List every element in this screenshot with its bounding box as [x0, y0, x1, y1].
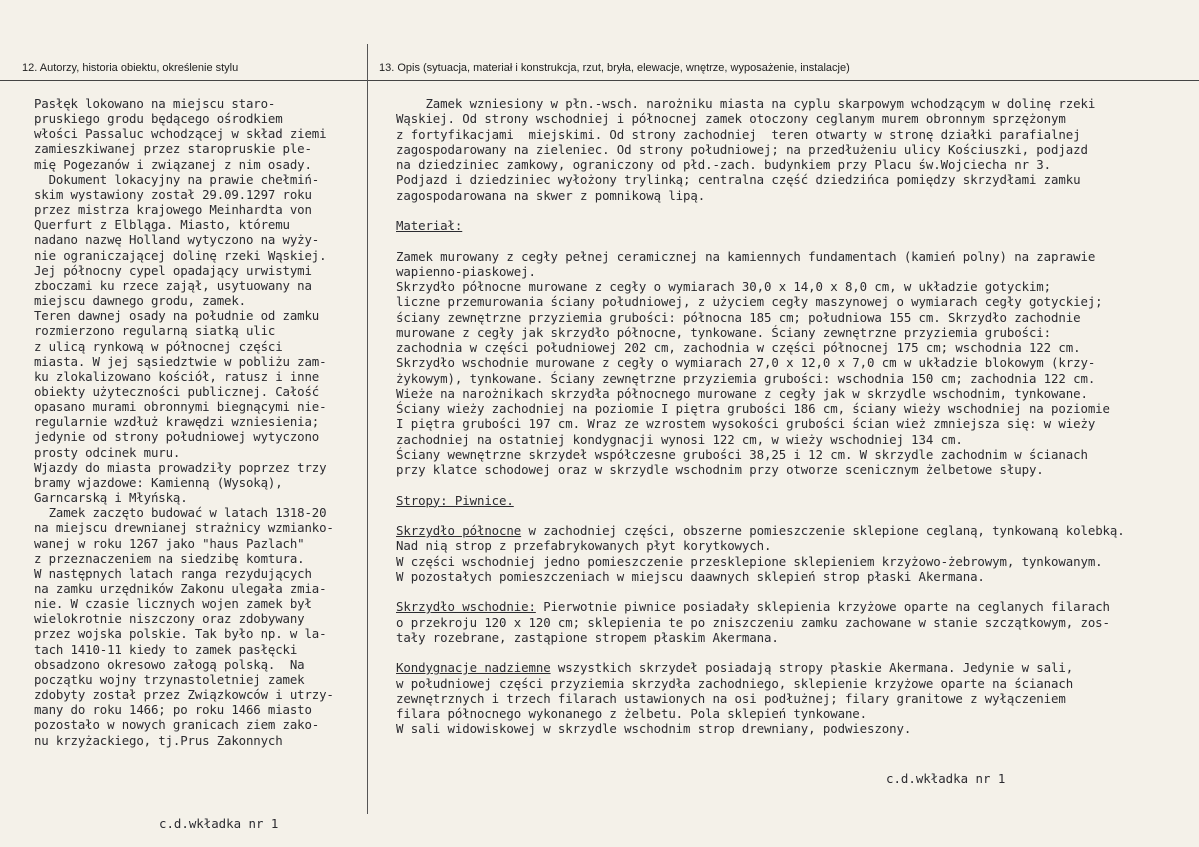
history-text-line: jedynie od strony południowej wytyczono	[34, 429, 320, 445]
history-text-line: Teren dawnej osady na południe od zamku	[34, 308, 320, 324]
history-text-line: nadano nazwę Holland wytyczono na wyży-	[34, 232, 320, 248]
history-text-line: na miejscu drewnianej strażnicy wzmianko-	[34, 520, 334, 536]
line-remainder: Pierwotnie piwnice posiadały sklepienia krzyżowe oparte na ceglanych filarach	[535, 599, 1110, 615]
history-text-line: regularnie wzdłuż krawędzi wzniesienia;	[34, 414, 320, 430]
description-text-line: zachodniej na ostatniej kondygnacji wynosi 122 cm, w wieży wschodniej 134 cm.	[396, 431, 963, 447]
description-text-line: W pozostałych pomieszczeniach w miejscu daawnych sklepień strop płaski Akermana.	[396, 568, 985, 584]
history-text-line: ku zlokalizowano kościół, ratusz i inne	[34, 368, 320, 384]
line-remainder: w zachodniej części, obszerne pomieszczenie sklepione ceglaną, tynkowaną kolebką.	[521, 523, 1125, 538]
history-text-line: opasano murami obronnymi biegnącymi nie-	[34, 399, 327, 415]
history-text-line: tach 1410-11 kiedy to zamek pasłęcki	[34, 641, 298, 657]
history-text-line: z ulicą rynkową w północnej części	[34, 338, 283, 354]
history-text-line: na zamku urzędników Zakonu ulegała zmia-	[34, 581, 327, 596]
description-continuation-note: c.d.wkładka nr 1	[886, 771, 1006, 786]
history-text-line: miasta. W jej sąsiedztwie w pobliżu zam-	[34, 353, 327, 369]
history-text-line: skim wystawiony został 29.09.1297 roku	[34, 186, 312, 202]
description-text-line: W sali widowiskowej w skrzydle wschodnim strop drewniany, podwieszony.	[396, 721, 912, 737]
description-text-line: Nad nią strop z przefabrykowanych płyt korytkowych.	[396, 538, 772, 554]
description-text-line	[396, 508, 1186, 523]
history-text-line: nu krzyżackiego, tj.Prus Zakonnych	[34, 732, 283, 748]
history-text-line: zamieszkiwanej przez staropruskie ple-	[34, 141, 312, 157]
history-text-line: many do roku 1466; po roku 1466 miasto	[34, 702, 312, 718]
description-text-line: W części wschodniej jedno pomieszczenie przesklepione sklepieniem krzyżowo-żebrowym, tynkowanym.	[396, 553, 1103, 569]
history-text-line: pozostało w nowych granicach ziem zako-	[34, 717, 320, 733]
history-continuation-note: c.d.wkładka nr 1	[159, 816, 279, 831]
section-heading-underlined: Stropy: Piwnice.	[396, 492, 514, 508]
description-text-line: Zamek murowany z cegły pełnej ceramicznej na kamiennych fundamentach (kamień polny) na zaprawie	[396, 248, 1096, 264]
history-text-line: Dokument lokacyjny na prawie chełmiń-	[34, 171, 320, 187]
description-text-line: Skrzydło północne murowane z cegły o wymiarach 30,0 x 14,0 x 8,0 cm, w układzie gotyckim;	[396, 279, 1052, 294]
description-text-line	[396, 203, 1186, 218]
history-text-line: Zamek zaczęto budować w latach 1318-20	[34, 505, 327, 521]
description-text-line	[396, 645, 1186, 660]
description-text-line: z fortyfikacjami miejskimi. Od strony zachodniej teren otwarty w stronę działki parafialnej	[396, 126, 1081, 142]
header-divider	[0, 80, 1199, 81]
description-text-line: liczne przemurowania ściany południowej, z użyciem cegły maszynowej o wymiarach cegły gotyckiej;	[396, 294, 1103, 310]
description-text-line	[396, 233, 1186, 248]
description-text-line: Zamek wzniesiony w płn.-wsch. narożniku miasta na cyplu skarpowym wchodzącym w dolinę rzeki	[396, 96, 1096, 111]
description-text-line	[396, 599, 1186, 614]
description-text-line: ściany zewnętrzne przyziemia grubości: północna 185 cm; południowa 155 cm. Skrzydło zachodnie	[396, 309, 1081, 325]
description-text-column	[396, 96, 1186, 737]
history-text-line: Wjazdy do miasta prowadziły poprzez trzy	[34, 459, 327, 475]
description-text-line: Wieże na narożnikach skrzydła północnego murowane z cegły jak w skrzydle wschodnim, tynkowane.	[396, 385, 1088, 401]
history-text-line: wanej w roku 1267 jako "haus Pazlach"	[34, 535, 305, 551]
line-remainder: wszystkich skrzydeł posiadają stropy płaskie Akermana. Jedynie w sali,	[550, 660, 1074, 676]
description-text-line	[396, 523, 1186, 538]
description-text-line	[396, 584, 1186, 599]
description-text-line: zagospodarowana na skwer z pomnikową lipą.	[396, 187, 706, 203]
history-text-line: bramy wjazdowe: Kamienną (Wysoką),	[34, 474, 283, 490]
history-text-line: Jej północny cypel opadający urwistymi	[34, 262, 312, 278]
history-text-line: nie. W czasie licznych wojen zamek był	[34, 596, 312, 612]
description-text-line: filara północnego wykonanego z żelbetu. Pola sklepień tynkowane.	[396, 706, 868, 721]
history-text-line: nie ograniczającej dolinę rzeki Wąskiej.	[34, 247, 327, 263]
description-text-line: Ściany wewnętrzne skrzydeł współczesne grubości 38,25 i 12 cm. W skrzydle zachodnim w ścianach	[396, 446, 1088, 462]
description-text-line	[396, 493, 1186, 508]
column-divider	[367, 44, 368, 814]
history-text-line: Pasłęk lokowano na miejscu staro-	[34, 96, 276, 111]
description-text-line: zachodnia w części południowej 202 cm, zachodnia w części północnej 175 cm; wschodnia 122 cm.	[396, 340, 1081, 355]
description-text-line: murowane z cegły jak skrzydło północne, tynkowane. Ściany zewnętrzne przyziemia grubości:	[396, 324, 1052, 340]
history-text-column	[34, 96, 364, 748]
description-text-line: I piętra grubości 197 cm. Wraz ze wzrostem wysokości grubości ścian wież zmniejsza się: w wieży	[396, 416, 1096, 432]
description-text-line	[396, 660, 1186, 675]
history-text-line: pruskiego grodu będącego ośrodkiem	[34, 111, 283, 127]
section-heading-underlined: Kondygnacje nadziemne	[396, 660, 551, 676]
history-text-line: obsadzono okresowo załogą polską. Na	[34, 656, 305, 672]
description-text-line: tały rozebrane, zastąpione stropem płaskim Akermana.	[396, 629, 779, 645]
description-text-line: Skrzydło wschodnie murowane z cegły o wymiarach 27,0 x 12,0 x 7,0 cm w układzie blokowym (krzy-	[396, 355, 1096, 371]
description-text-line: żykowym), tynkowane. Ściany zewnętrzne przyziemia grubości: wschodnia 150 cm; zachodnia 122 cm.	[396, 370, 1096, 386]
section-13-header: 13. Opis (sytuacja, materiał i konstrukcja, rzut, bryła, elewacje, wnętrze, wyposażenie, instalacje)	[379, 62, 850, 74]
description-text-line: wapienno-piaskowej.	[396, 263, 536, 279]
description-text-line	[396, 477, 1186, 492]
history-text-line: przez wojska polskie. Tak było np. w la-	[34, 626, 327, 642]
history-text-line: zdobyty został przez Związkowców i utrzy-	[34, 687, 334, 703]
section-12-header: 12. Autorzy, historia obiektu, określenie stylu	[22, 62, 239, 74]
history-text-line: zboczami ku rzece zajął, usytuowany na	[34, 277, 312, 293]
description-text-line: Wąskiej. Od strony wschodniej i północnej zamek otoczony ceglanym murem obronnym sprzężonym	[396, 111, 1066, 127]
section-heading-underlined: Materiał:	[396, 218, 463, 233]
history-text-line: wielokrotnie niszczony oraz zdobywany	[34, 611, 305, 627]
description-text-line	[396, 218, 1186, 233]
description-text-line: przy klatce schodowej oraz w skrzydle wschodnim przy otworze scenicznym żelbetowe słupy.	[396, 462, 1044, 477]
section-heading-underlined: Skrzydło wschodnie:	[396, 599, 536, 615]
history-text-line: obiekty użyteczności publicznej. Całość	[34, 383, 320, 399]
history-text-line: włości Passaluc wchodzącej w skład ziemi	[34, 126, 327, 142]
history-text-line: przez mistrza krajowego Meinhardta von	[34, 202, 312, 218]
history-text-line: Querfurt z Elbląga. Miasto, któremu	[34, 217, 290, 233]
description-text-line: Podjazd i dziedziniec wyłożony trylinką; centralna część dziedzińca pomiędzy skrzydłami zamku	[396, 172, 1081, 188]
history-text-line: Garncarską i Młyńską.	[34, 490, 188, 506]
description-text-line: na dziedziniec zamkowy, ograniczony od płd.-zach. budynkiem przy Placu św.Wojciecha nr 3.	[396, 157, 1052, 172]
history-text-line: z przeznaczeniem na siedzibę komtura.	[34, 550, 305, 566]
section-heading-underlined: Skrzydło północne	[396, 523, 522, 538]
history-text-line: W następnych latach ranga rezydujących	[34, 565, 312, 581]
description-text-line: Ściany wieży zachodniej na poziomie I piętra grubości 186 cm, ściany wieży wschodniej na poziomie	[396, 401, 1110, 416]
history-text-line: początku wojny trzynastoletniej zamek	[34, 671, 305, 687]
description-text-line: zagospodarowany na zieleniec. Od strony południowej; na przedłużeniu ulicy Kościuszki, podjazd	[396, 141, 1088, 157]
history-text-line: mię Pogezanów i związanej z nim osady.	[34, 156, 312, 172]
history-text-line: prosty odcinek muru.	[34, 444, 181, 460]
description-text-line: w południowej części przyziemia skrzydła zachodniego, sklepienie krzyżowe oparte na ścianach	[396, 675, 1074, 691]
history-text-line: miejscu dawnego grodu, zamek.	[34, 293, 246, 309]
history-text-line: rozmierzono regularną siatką ulic	[34, 323, 276, 339]
description-text-line: o przekroju 120 x 120 cm; sklepienia te po zniszczeniu zamku zachowane w stanie szczątkowym, zos-	[396, 614, 1110, 630]
description-text-line: zewnętrznych i trzech filarach ustawionych na osi podłużnej; filary granitowe z wyłączeniem	[396, 690, 1066, 706]
